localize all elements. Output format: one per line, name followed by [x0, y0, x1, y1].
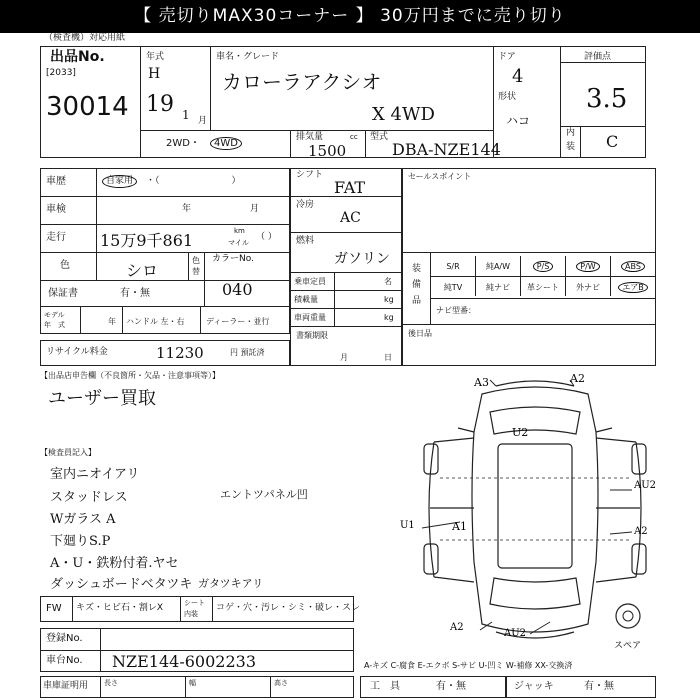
color-code-label: カラーNo. [212, 254, 254, 264]
mark-a1: A1 [452, 520, 467, 533]
capacity-label: 乗車定員 [294, 277, 326, 286]
equip-tv: 純TV [443, 283, 463, 292]
inspect-extra: ガタツキアリ [198, 577, 264, 590]
car-name: カローラアクシオ [222, 70, 382, 94]
displacement-unit: cc [350, 133, 358, 141]
equip-pw: P/W [576, 261, 599, 272]
history-private: 自家用 [102, 175, 137, 188]
certificate-label: 車庫証明用 [43, 681, 89, 691]
mark-a2-bottom: A2 [450, 622, 464, 633]
lot-label: 出品No. [50, 49, 105, 65]
car-damage-diagram [400, 372, 670, 654]
year-value: 19 [146, 92, 174, 117]
equip-label-3: 品 [412, 296, 422, 306]
shape-value: ハコ [506, 114, 531, 128]
weight-unit: kg [384, 313, 394, 322]
seat-label-1: シート [184, 599, 205, 607]
dealer: ディーラー・並行 [206, 317, 270, 326]
recycle-unit: 円 預託済 [230, 348, 265, 357]
notes-label: 【出品店申告欄（不良箇所・欠品・注意事項等）】 [40, 371, 220, 380]
displacement-label: 排気量 [296, 132, 324, 142]
door-label: ドア [498, 52, 516, 62]
color-label: 色 [60, 260, 70, 271]
mileage-label: 走行 [46, 232, 66, 243]
mark-a3: A3 [474, 376, 489, 389]
mark-au2: AU2 [634, 480, 657, 491]
banner: 【 売切りMAX30コーナー 】 30万円までに売り切り [0, 0, 700, 33]
capacity-unit: 名 [384, 277, 392, 286]
modelyear-nen: 年 [108, 317, 116, 326]
lot-number: 30014 [46, 92, 129, 122]
warranty-label: 保証書 [48, 288, 78, 299]
cert-length: 長さ [104, 679, 118, 687]
month-unit: 月 [198, 116, 208, 126]
model-label: 型式 [370, 132, 389, 142]
fuel-label: 燃料 [296, 236, 315, 246]
shape-label: 形状 [498, 92, 517, 102]
inspect-line-6: ダッシュボードベタツキ [50, 577, 193, 592]
year-label: 年式 [146, 52, 165, 62]
spare-label: スペア [614, 641, 642, 651]
car-label: 車名・グレード [216, 52, 280, 62]
fw-items-2: コゲ・穴・汚レ・シミ・破レ・スレ [216, 603, 361, 613]
mileage-km: km [234, 227, 245, 235]
jack-value: 有・無 [584, 681, 614, 692]
color-code: 040 [222, 280, 253, 299]
shift-value: FAT [334, 178, 366, 197]
mark-au2-bottom: AU2 [504, 628, 527, 639]
equip-extnavi: 外ナビ [576, 283, 600, 292]
inspection-label: 車検 [46, 204, 66, 215]
equip-navi: 純ナビ [486, 283, 510, 292]
color-value: シロ [126, 261, 159, 280]
score-value: 3.5 [586, 84, 628, 114]
handle: ハンドル 左・右 [126, 317, 185, 326]
docdate-label: 書類期限 [296, 331, 328, 340]
mileage-mile: マイル [228, 239, 249, 247]
score-label: 評価点 [584, 52, 612, 62]
spare-tire-icon [616, 604, 640, 628]
shift-label: シフト [296, 170, 324, 180]
color-change-1: 色 [192, 256, 200, 265]
docdate-day: 日 [384, 353, 392, 362]
equip-abs: ABS [621, 261, 645, 272]
equip-ps: P/S [533, 261, 554, 272]
interior-label-1: 内 [566, 128, 576, 138]
details-table [40, 168, 290, 334]
year-month: 1 [182, 108, 190, 122]
mark-u1: U1 [400, 520, 415, 531]
jack-label: ジャッキ [514, 681, 554, 692]
equip-aw: 純A/W [485, 262, 511, 271]
aircon-label: 冷房 [296, 200, 315, 210]
year-era: H [148, 66, 161, 82]
model-value: DBA-NZE144 [392, 140, 501, 159]
warranty-value: 有・無 [120, 288, 150, 299]
modelyear-label-2: 年 式 [44, 321, 65, 329]
interior-label-2: 装 [566, 142, 576, 152]
mileage-paren: （ ） [256, 232, 277, 242]
tools-value: 有・無 [436, 681, 466, 692]
fuel-value: ガソリン [334, 251, 390, 267]
drive-4wd: 4WD [210, 137, 242, 150]
inspect-line-5: A・U・鉄粉付着.ヤセ [50, 556, 179, 571]
chassis-value: NZE144-6002233 [112, 652, 256, 671]
equip-label-2: 備 [412, 280, 422, 290]
navi-model-label: ナビ型番： [436, 306, 476, 315]
notes-text: ユーザー買取 [48, 388, 156, 409]
inspect-line-4: 下廻りS.P [50, 534, 111, 549]
car-grade: X 4WD [372, 104, 435, 125]
color-change-2: 替 [192, 267, 200, 276]
mileage-value: 15万9千861 [100, 231, 194, 250]
header-note: （検査機）対応用紙 [44, 33, 126, 43]
inspect-side-note: エントツパネル凹 [220, 488, 308, 501]
load-label: 積載量 [294, 295, 318, 304]
inspect-line-1: 室内ニオイアリ [50, 467, 140, 482]
drive-label: 2WD・ [166, 138, 200, 149]
chassis-label: 車台No. [46, 655, 83, 666]
tools-label: 工 具 [370, 681, 400, 692]
mark-a2-top: A2 [570, 372, 585, 385]
fw-items: キズ・ヒビ石・割レX [76, 603, 163, 613]
inspection-year: 年 [182, 204, 192, 214]
cert-height: 高さ [274, 679, 288, 687]
door-value: 4 [512, 66, 524, 87]
equip-sr: S/R [446, 262, 460, 271]
displacement-value: 1500 [308, 142, 347, 160]
fw-label: FW [46, 603, 62, 614]
inspect-label: 【検査員記入】 [40, 448, 96, 457]
inspection-month: 月 [250, 204, 260, 214]
later-label: 後日品 [408, 329, 432, 338]
inspect-line-3: Wガラス A [50, 512, 116, 527]
aircon-value: AC [340, 210, 361, 226]
mark-u2: U2 [512, 426, 529, 439]
recycle-label: リサイクル料金 [46, 347, 108, 357]
damage-legend: A-キズ C-腐食 E-エクボ S-サビ U-凹ミ W-補修 XX-交換済 [364, 661, 573, 670]
sales-label: セールスポイント [408, 172, 472, 181]
docdate-month: 月 [340, 353, 348, 362]
cert-width: 幅 [189, 679, 196, 687]
interior-value: C [606, 132, 619, 151]
seat-label-2: 内装 [184, 610, 198, 618]
history-rest: ・（ ） [146, 176, 241, 186]
modelyear-label-1: モデル [44, 311, 65, 319]
equip-label-1: 装 [412, 264, 422, 274]
equip-leather: 革シート [527, 283, 559, 292]
mark-a2-right: A2 [634, 526, 648, 537]
weight-label: 車両重量 [294, 313, 326, 322]
inspect-line-2: スタッドレス [50, 490, 128, 505]
equip-airbag: エアB [618, 282, 648, 293]
reg-label: 登録No. [46, 633, 83, 644]
load-unit: kg [384, 295, 394, 304]
recycle-value: 11230 [156, 344, 204, 362]
lot-stamp: [2033] [46, 68, 76, 78]
history-label: 車歴 [46, 176, 66, 187]
